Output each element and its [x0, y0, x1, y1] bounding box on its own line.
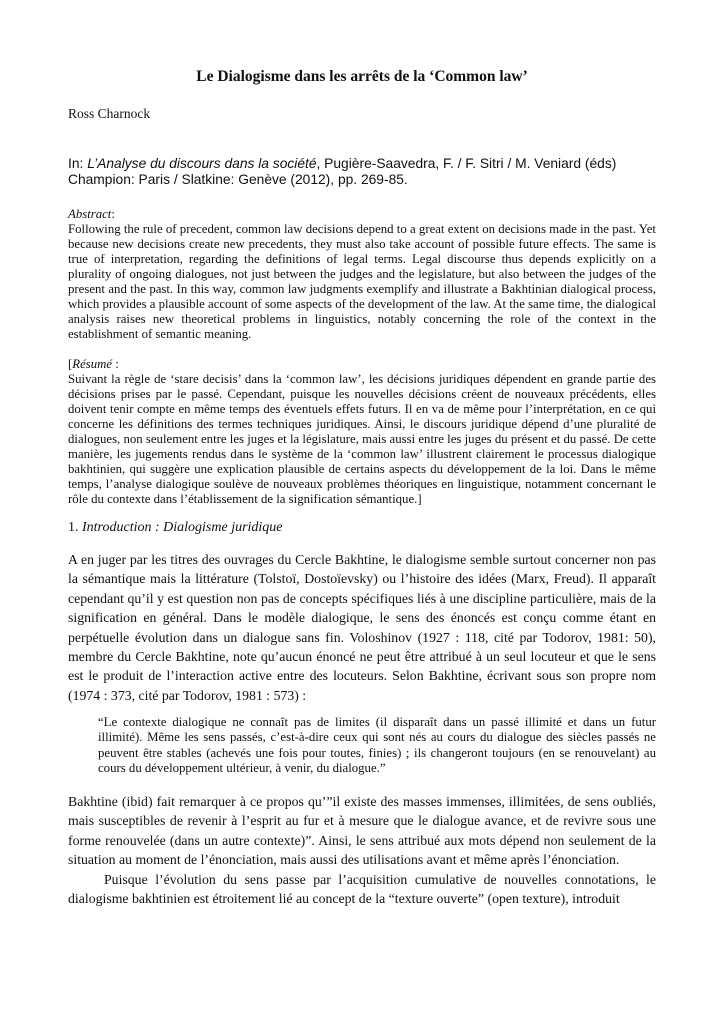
- citation-prefix: In:: [68, 156, 88, 171]
- author-name: Ross Charnock: [68, 106, 151, 121]
- abstract-label-word: Abstract: [68, 207, 112, 221]
- section-1-title: Introduction : Dialogisme juridique: [82, 520, 283, 535]
- citation-editors: , Pugière-Saavedra, F. / F. Sitri / M. Veniard (éds): [316, 156, 617, 171]
- resume-section: [68, 357, 656, 507]
- section-1-heading: [68, 519, 656, 536]
- abstract-label-colon: :: [111, 207, 115, 221]
- citation: [68, 156, 656, 187]
- resume-label-colon: :: [112, 357, 119, 371]
- section-1-paragraph-2: Bakhtine (ibid) fait remarquer à ce propos qu’”il existe des masses immenses, illimitées, de sens oubliés, mais susceptibles de revenir à l’esprit au fur et à mesure que le dialogue avance, et de revivre sous une forme renouvelée (dans un autre contexte)”. Ainsi, le sens attribué aux mots dépend non seulement de la situation au moment de l’énonciation, mais aussi des utilisations avant et même après l’énonciation.: [68, 794, 656, 868]
- resume-label-word: Résumé: [72, 357, 113, 371]
- section-1-number: 1.: [68, 520, 82, 535]
- block-quote: “Le contexte dialogique ne connaît pas de limites (il disparaît dans un passé illimité et dans un futur illimité). Même les sens passés, c’est-à-dire ceux qui sont nés au cours du dialogue des siècles passés ne peuvent être stables (achevés une fois pour toutes, finies) ; ils changeront toujours (en se renouvelant) au cours du développement ultérieur, à venir, du dialogue.”: [98, 715, 656, 775]
- citation-book-title: L’Analyse du discours dans la société: [87, 156, 317, 171]
- section-1-paragraph-1: A en juger par les titres des ouvrages du Cercle Bakhtine, le dialogisme semble surtout concerner non pas la sémantique mais la littérature (Tolstoï, Dostoïevsky) ou l’histoire des idées (Marx, Freud). Il apparaît cependant qu’il y est question non pas de concepts spécifiques liés à une discipline particulière, mais de la signification en général. Dans le modèle dialogique, le sens des énoncés est conçu comme étant en perpétuelle évolution dans un dialogue sans fin. Voloshinov (1927 : 118, cité par Todorov, 1981: 50), membre du Cercle Bakhtine, note qu’aucun énoncé ne peut être attribué à un seul locuteur et que le sens est le produit de l’interaction active entre des locuteurs. Selon Bakhtine, écrivant sous son propre nom (1974 : 373, cité par Todorov, 1981 : 573) :: [68, 552, 656, 703]
- abstract-text: Following the rule of precedent, common law decisions depend to a great extent on decisions made in the past. Yet because new decisions create new precedents, they must also take account of possible future effects. The same is true of interpretation, regarding the definitions of legal terms. Legal discourse thus depends explicitly on a plurality of ongoing dialogues, not just between the judges and the legislature, but also between the judges of the present and the past. In this way, common law judgments exemplify and illustrate a Bakhtinian dialogical process, which provides a plausible account of some aspects of the development of the law. At the same time, the dialogical analysis raises new theoretical problems in linguistics, notably concerning the role of the context in the establishment of semantic meaning.: [68, 222, 657, 341]
- section-1-paragraph-3: Puisque l’évolution du sens passe par l’acquisition cumulative de nouvelles connotations, le dialogisme bakhtinien est étroitement lié au concept de la “texture ouverte” (open texture), introduit: [68, 871, 656, 907]
- resume-bracket: [: [68, 357, 73, 371]
- resume-text: Suivant la règle de ‘stare decisis’ dans la ‘common law’, les décisions juridiques dépendent en grande partie des décisions prises par le passé. Cependant, puisque les nouvelles décisions créent de nouveaux précédents, elles doivent tenir compte en même temps des éventuels effets futurs. Il en va de même pour l’interprétation, en ce qui concerne les définitions des termes techniques juridiques. Ainsi, le discours juridique dépend d’une pluralité de dialogues, non seulement entre les juges et la législature, mais aussi entre les juges du présent et du passé. De cette manière, les jugements rendus dans le système de la ‘common law’ illustrent clairement le processus dialogique bakhtinien, qui suggère une explication plausible de certains aspects du développement de la loi. Dans le même temps, l’analyse dialogique soulève de nouveaux problèmes théoriques en linguistique, notamment concernant le rôle du contexte dans l’établissement de la signification sémantique.]: [68, 372, 656, 506]
- resume-label: [68, 357, 656, 372]
- citation-line-2: Champion: Paris / Slatkine: Genève (2012), pp. 269-85.: [68, 171, 408, 187]
- abstract-section: [68, 207, 656, 342]
- abstract-label: [68, 207, 656, 222]
- paper-title: Le Dialogisme dans les arrêts de la ‘Common law’: [196, 68, 528, 85]
- citation-line-1: [68, 156, 656, 172]
